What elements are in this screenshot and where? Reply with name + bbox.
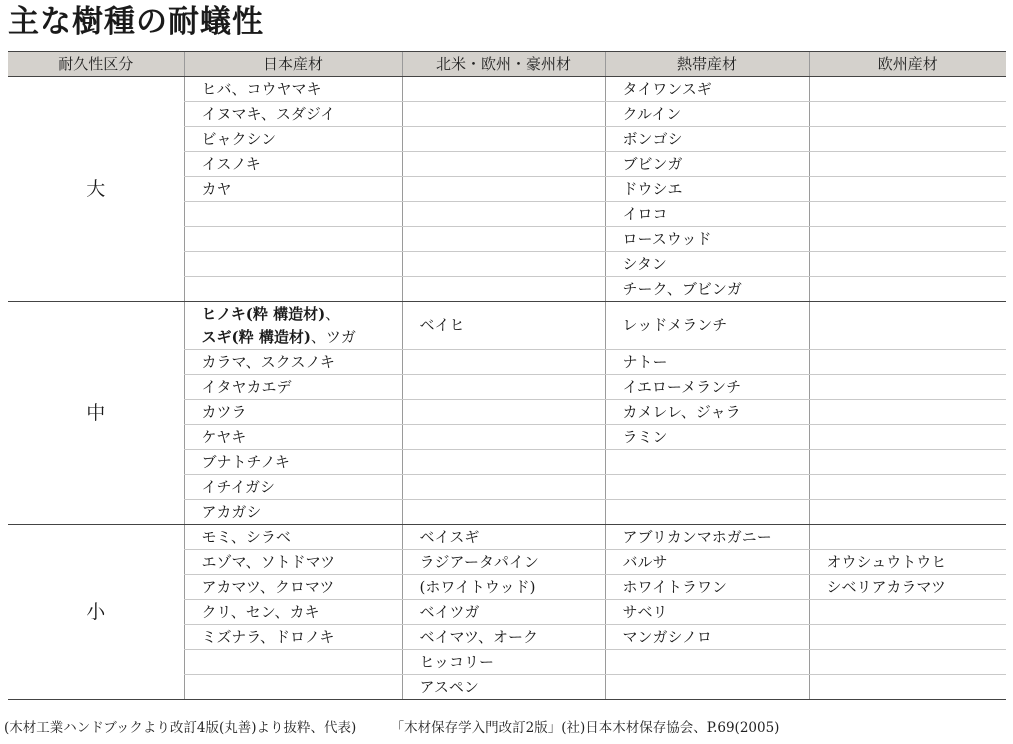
cell-european (809, 600, 1006, 625)
cell-european: シベリアカラマツ (809, 575, 1006, 600)
cell-european (809, 152, 1006, 177)
cell-japanese: ヒバ、コウヤマキ (184, 77, 402, 102)
cell-na (402, 102, 605, 127)
cell-tropical (605, 675, 809, 700)
cell-european (809, 425, 1006, 450)
cell-tropical (605, 475, 809, 500)
cell-japanese (184, 202, 402, 227)
cell-european (809, 675, 1006, 700)
separator-text: 、 (325, 304, 341, 323)
cell-japanese: ブナトチノキ (184, 450, 402, 475)
hinoki-label: ヒノキ(粋 構造材) (201, 304, 326, 323)
cell-na (402, 425, 605, 450)
cell-na: ベイスギ (402, 525, 605, 550)
cell-tropical: クルイン (605, 102, 809, 127)
table-row (8, 302, 1006, 350)
cell-japanese (184, 302, 402, 350)
cell-na: ヒッコリー (402, 650, 605, 675)
source-footnote (4, 716, 779, 736)
cell-na (402, 152, 605, 177)
cell-european (809, 500, 1006, 525)
cell-japanese: モミ、シラベ (184, 525, 402, 550)
cell-european (809, 475, 1006, 500)
cell-european (809, 77, 1006, 102)
cell-na (402, 400, 605, 425)
cell-japanese: イヌマキ、スダジイ (184, 102, 402, 127)
cell-tropical: ドウシエ (605, 177, 809, 202)
cell-na: アスペン (402, 675, 605, 700)
cell-european (809, 252, 1006, 277)
cell-na: ラジアータパイン (402, 550, 605, 575)
cell-japanese: イチイガシ (184, 475, 402, 500)
cell-japanese: エゾマ、ソトドマツ (184, 550, 402, 575)
cell-tropical: イエローメランチ (605, 375, 809, 400)
cell-japanese (184, 227, 402, 252)
cell-european (809, 127, 1006, 152)
cell-european (809, 177, 1006, 202)
cell-european (809, 525, 1006, 550)
cell-tropical: ブビンガ (605, 152, 809, 177)
cell-na (402, 450, 605, 475)
table-row (8, 525, 1006, 550)
cell-na (402, 475, 605, 500)
cell-european (809, 277, 1006, 302)
cell-european: オウシュウトウヒ (809, 550, 1006, 575)
cell-japanese: ミズナラ、ドロノキ (184, 625, 402, 650)
cell-na (402, 202, 605, 227)
cell-japanese: アカガシ (184, 500, 402, 525)
cell-tropical: サベリ (605, 600, 809, 625)
cell-european (809, 227, 1006, 252)
cell-european (809, 375, 1006, 400)
cell-tropical: タイワンスギ (605, 77, 809, 102)
cell-japanese (184, 650, 402, 675)
cell-european (809, 350, 1006, 375)
cell-european (809, 302, 1006, 350)
cell-tropical: シタン (605, 252, 809, 277)
cell-na (402, 227, 605, 252)
header-tropical-wood: 熱帯産材 (605, 52, 809, 77)
table-header-row (8, 52, 1006, 77)
durability-class-medium: 中 (8, 302, 184, 525)
cell-japanese: カツラ (184, 400, 402, 425)
cell-japanese: クリ、セン、カキ (184, 600, 402, 625)
cell-tropical: ボンゴシ (605, 127, 809, 152)
tsuga-label: 、ツガ (310, 327, 356, 346)
cell-na (402, 350, 605, 375)
cell-na (402, 500, 605, 525)
cell-tropical (605, 650, 809, 675)
cell-tropical (605, 450, 809, 475)
cell-na: (ホワイトウッド) (402, 575, 605, 600)
header-european-wood: 欧州産材 (809, 52, 1006, 77)
cell-na (402, 77, 605, 102)
durability-class-large: 大 (8, 77, 184, 302)
cell-japanese (184, 277, 402, 302)
cell-tropical: カメレレ、ジャラ (605, 400, 809, 425)
cell-na (402, 177, 605, 202)
header-na-eu-au-wood: 北米・欧州・豪州材 (402, 52, 605, 77)
cell-na: ベイマツ、オーク (402, 625, 605, 650)
cell-na: ベイツガ (402, 600, 605, 625)
cell-japanese (184, 675, 402, 700)
cell-tropical: ナトー (605, 350, 809, 375)
cell-tropical: イロコ (605, 202, 809, 227)
header-durability-class: 耐久性区分 (8, 52, 184, 77)
source-handbook: (木材工業ハンドブックより改訂4版(丸善)より抜粋、代表) (4, 720, 357, 736)
cell-japanese: ビャクシン (184, 127, 402, 152)
termite-resistance-table (8, 51, 1006, 700)
cell-japanese: カヤ (184, 177, 402, 202)
cell-japanese: アカマツ、クロマツ (184, 575, 402, 600)
table-row (8, 77, 1006, 102)
cell-european (809, 102, 1006, 127)
cell-tropical: マンガシノロ (605, 625, 809, 650)
cell-na (402, 252, 605, 277)
cell-tropical: バルサ (605, 550, 809, 575)
cell-japanese (184, 252, 402, 277)
cell-tropical: ラミン (605, 425, 809, 450)
sugi-label: スギ(粋 構造材) (201, 327, 311, 346)
cell-japanese: カラマ、スクスノキ (184, 350, 402, 375)
cell-tropical (605, 500, 809, 525)
cell-japanese: ケヤキ (184, 425, 402, 450)
cell-tropical: レッドメランチ (605, 302, 809, 350)
cell-european (809, 625, 1006, 650)
cell-tropical: チーク、ブビンガ (605, 277, 809, 302)
cell-european (809, 450, 1006, 475)
cell-tropical: アブリカンマホガニー (605, 525, 809, 550)
cell-european (809, 650, 1006, 675)
cell-tropical: ロースウッド (605, 227, 809, 252)
page-title: 主な樹種の耐蟻性 (8, 4, 264, 40)
cell-na (402, 127, 605, 152)
cell-european (809, 400, 1006, 425)
cell-japanese: イタヤカエデ (184, 375, 402, 400)
cell-na (402, 375, 605, 400)
cell-tropical: ホワイトラワン (605, 575, 809, 600)
source-intro-book: 「木材保存学入門改訂2版」(社)日本木材保存協会、P.69(2005) (390, 720, 780, 736)
cell-na (402, 277, 605, 302)
cell-european (809, 202, 1006, 227)
durability-class-small: 小 (8, 525, 184, 700)
header-japanese-wood: 日本産材 (184, 52, 402, 77)
cell-japanese: イスノキ (184, 152, 402, 177)
cell-na: ベイヒ (402, 302, 605, 350)
